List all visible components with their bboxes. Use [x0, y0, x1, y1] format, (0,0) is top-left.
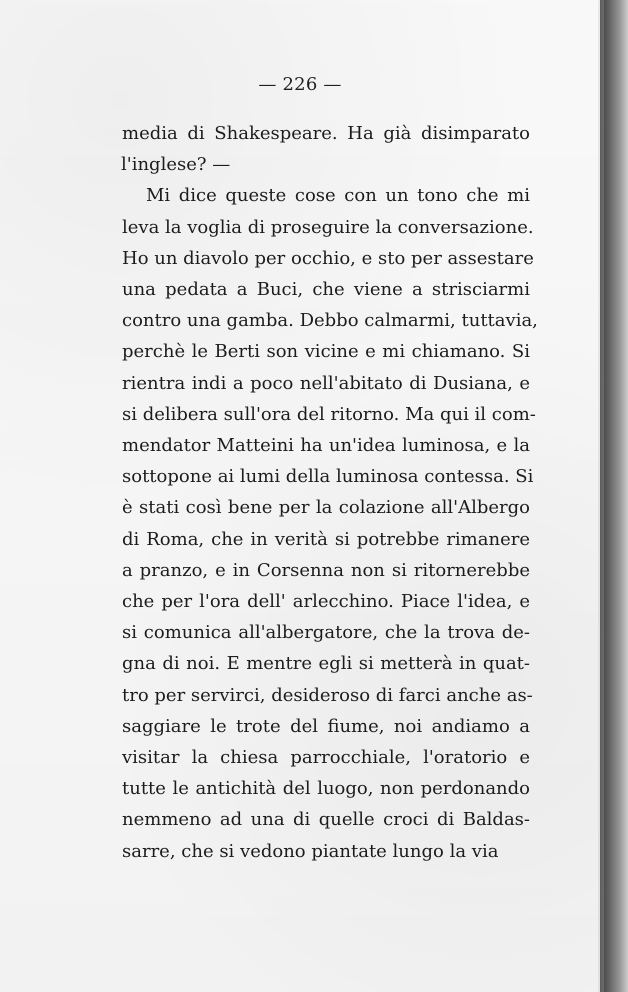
- text-line: saggiare le trote del fiume, noi andiamo a: [122, 715, 530, 737]
- text-line: l'inglese? —: [121, 154, 231, 176]
- text-line: perchè le Berti son vicine e mi chiamano. Si: [122, 341, 530, 363]
- text-line: sarre, che si vedono piantate lungo la via: [122, 840, 499, 862]
- text-line: è stati così bene per la colazione all'Albergo: [122, 497, 530, 519]
- book-binding-edge: [600, 0, 628, 992]
- text-line: leva la voglia di proseguire la conversazione.: [122, 216, 534, 238]
- text-line: visitar la chiesa parrocchiale, l'oratorio e: [122, 747, 530, 769]
- text-line: di Roma, che in verità si potrebbe rimanere: [122, 528, 530, 550]
- page-number: — 226 —: [258, 74, 342, 95]
- body-text: [121, 118, 538, 867]
- text-line: mendator Matteini ha un'idea luminosa, e la: [122, 435, 530, 457]
- text-line: nemmeno ad una di quelle croci di Baldas-: [122, 809, 530, 831]
- text-line: Mi dice queste cose con un tono che mi: [146, 185, 530, 207]
- text-line: Ho un diavolo per occhio, e sto per assestare: [122, 247, 534, 269]
- text-line: rientra indi a poco nell'abitato di Dusiana, e: [122, 372, 530, 394]
- text-line: che per l'ora dell' arlecchino. Piace l'idea, e: [122, 591, 530, 613]
- text-line: si delibera sull'ora del ritorno. Ma qui il com-: [122, 403, 536, 425]
- text-line: tro per servirci, desideroso di farci anche as-: [122, 684, 533, 706]
- text-line: si comunica all'albergatore, che la trova de-: [122, 622, 530, 644]
- text-line: gna di noi. E mentre egli si metterà in quat-: [122, 653, 530, 675]
- text-line: a pranzo, e in Corsenna non si ritornerebbe: [122, 559, 530, 581]
- text-line: contro una gamba. Debbo calmarmi, tuttavia,: [122, 310, 538, 332]
- text-line: sottopone ai lumi della luminosa contessa. Si: [122, 466, 534, 488]
- text-line: tutte le antichità del luogo, non perdonando: [122, 778, 530, 800]
- text-line: media di Shakespeare. Ha già disimparato: [122, 123, 530, 144]
- text-line: una pedata a Buci, che viene a strisciarmi: [122, 279, 530, 301]
